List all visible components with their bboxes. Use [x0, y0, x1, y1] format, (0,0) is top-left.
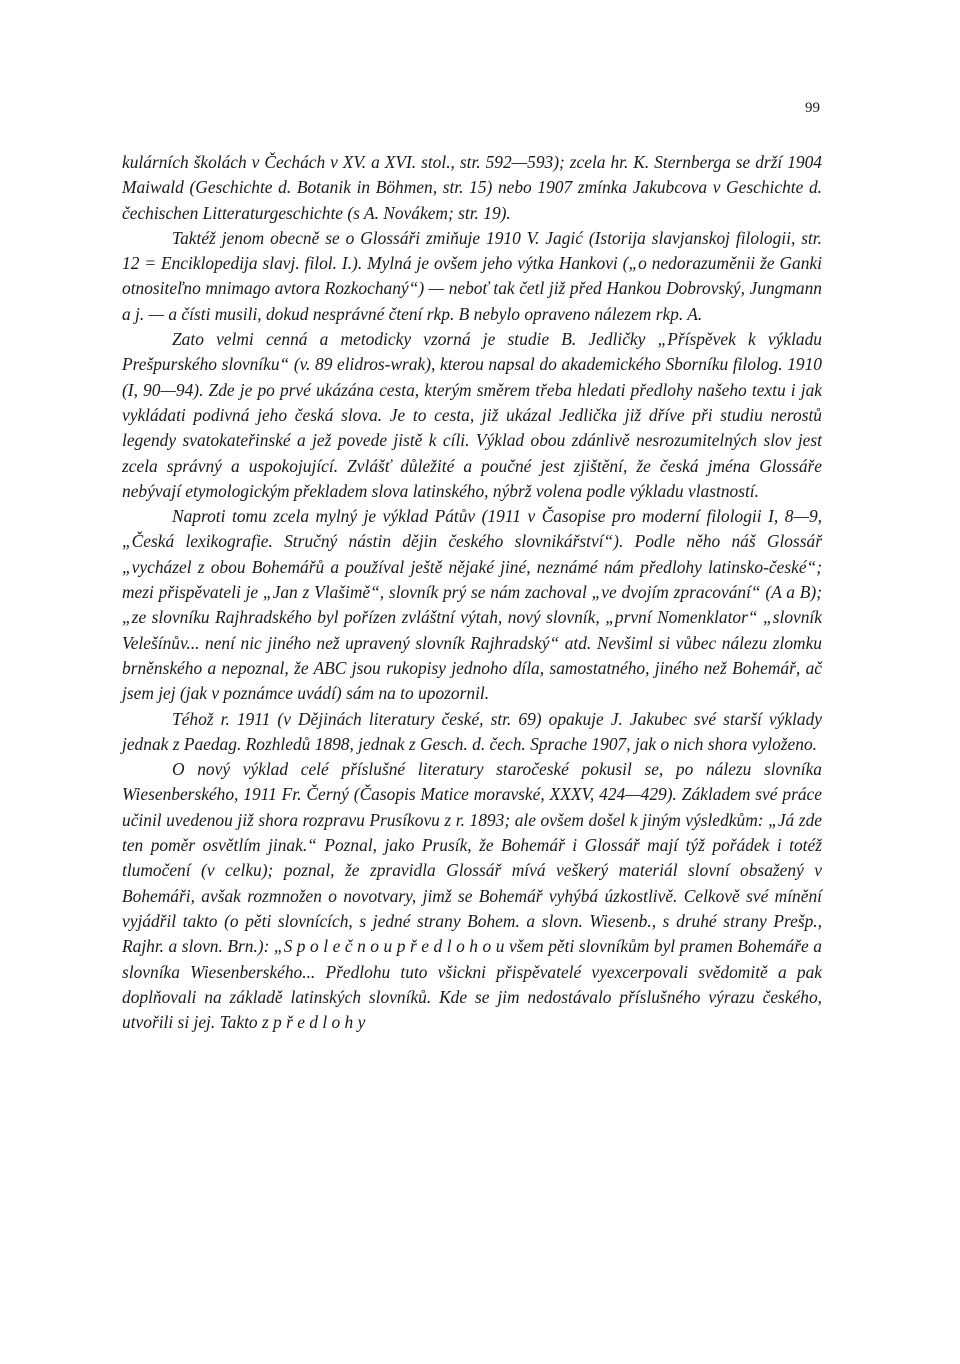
paragraph-jakubec: Téhož r. 1911 (v Dějinách literatury české, str. 69) opakuje J. Jakubec své starší výklady jednak z Paedag. Rozhledů 1898, jednak z Gesch. d. čech. Sprache 1907, jak o nich shora vyloženo.	[122, 708, 822, 754]
paragraph-cerny: O nový výklad celé příslušné literatury staročeské pokusil se, po nálezu slovníka Wiesenberského, 1911 Fr. Černý (Časopis Matice moravské, XXXV, 424—429). Základem své práce učinil uvedenou již shora rozpravu Prusíkovu z r. 1893; ale ovšem došel k jiným výsledkům: „Já zde ten poměr osvětlím jinak.“ Poznal, jako Prusík, že Bohemář i Glossář mají týž pořádek i totéž tlumočení (v celku); poznal, že zpravidla Glossář mívá veškerý materiál slovní obsažený v Bohemáři, avšak rozmnožen o novotvary, jimž se Bohemář vyhýbá úzkostlivě. Celkově své mínění vyjádřil takto (o pěti slovnících, s jedné strany Bohem. a slovn. Wiesenb., s druhé strany Prešp., Rajhr. a slovn. Brn.): „S p o l e č n o u p ř e d l o h o u všem pěti slovníkům byl pramen Bohemáře a slovníka Wiesenberského... Předlohu tuto všickni přispěvatelé vyexcerpovali svědomitě a pak doplňovali na základě latinských slovníků. Kde se jim nedostávalo příslušného výrazu českého, utvořili si jej. Takto z p ř e d l o h y	[122, 759, 822, 1033]
paragraph-pata: Naproti tomu zcela mylný je výklad Pátův (1911 v Časopise pro moderní filologii I, 8—9, „Česká lexikografie. Stručný nástin dějin českého slovnikářství“). Podle něho náš Glossář „vycházel z obou Bohemářů a používal ještě nějaké jiné, neznámé nám předlohy latinsko-české“; mezi přispěvateli je „Jan z Vlašimě“, slovník prý se nám zachoval „ve dvojím zpracování“ (A a B); „ze slovníku Rajhradského byl pořízen zvláštní výtah, nový slovník, „první Nomenklator“ „slovník Velešínův... není nic jiného než upravený slovník Rajhradský“ atd. Nevšiml si vůbec nálezu zlomku brněnského a nepoznal, že ABC jsou rukopisy jednoho díla, samostatného, jiného než Bohemář, ač jsem jej (jak v poznámce uvádí) sám na to upozornil.	[122, 506, 822, 704]
paragraph-jagic: Taktéž jenom obecně se o Glossáři zmiňuje 1910 V. Jagić (Istorija slavjanskoj filologii, str. 12 = Enciklopedija slavj. filol. I.). Mylná je ovšem jeho výtka Hankovi („o nedorazuměnii že Ganki otnositeľno mnimago avtora Rozkochaný“) — neboť tak četl již před Hankou Dobrovský, Jungmann a j. — a čísti musili, dokud nesprávné čtení rkp. B nebylo opraveno nálezem rkp. A.	[122, 227, 822, 324]
paragraph-continuation: kulárních školách v Čechách v XV. a XVI. stol., str. 592—593); zcela hr. K. Sternberga se drží 1904 Maiwald (Geschichte d. Botanik in Böhmen, str. 15) nebo 1907 zmínka Jakubcova v Geschichte d. čechischen Litteraturgeschichte (s A. Novákem; str. 19).	[122, 152, 822, 223]
page-number: 99	[805, 100, 820, 116]
body-text	[122, 150, 822, 1035]
paragraph-jedlicka: Zato velmi cenná a metodicky vzorná je studie B. Jedličky „Příspěvek k výkladu Prešpurského slovníku“ (v. 89 elidros-wrak), kterou napsal do akademického Sborníku filolog. 1910 (I, 90—94). Zde je po prvé ukázána cesta, kterým směrem třeba hledati předlohy našeho textu i jak vykládati podivná jeho česká slova. Je to cesta, již ukázal Jedlička již dříve při studiu nerostů legendy svatokateřinské a jež povede jistě k cíli. Výklad obou zdánlivě nesrozumitelných slov jest zcela správný a uspokojující. Zvlášť důležité a poučné jest zjištění, že česká jména Glossáře nebývají etymologickým překladem slova latinského, nýbrž volena podle výkladu vlastností.	[122, 329, 822, 501]
